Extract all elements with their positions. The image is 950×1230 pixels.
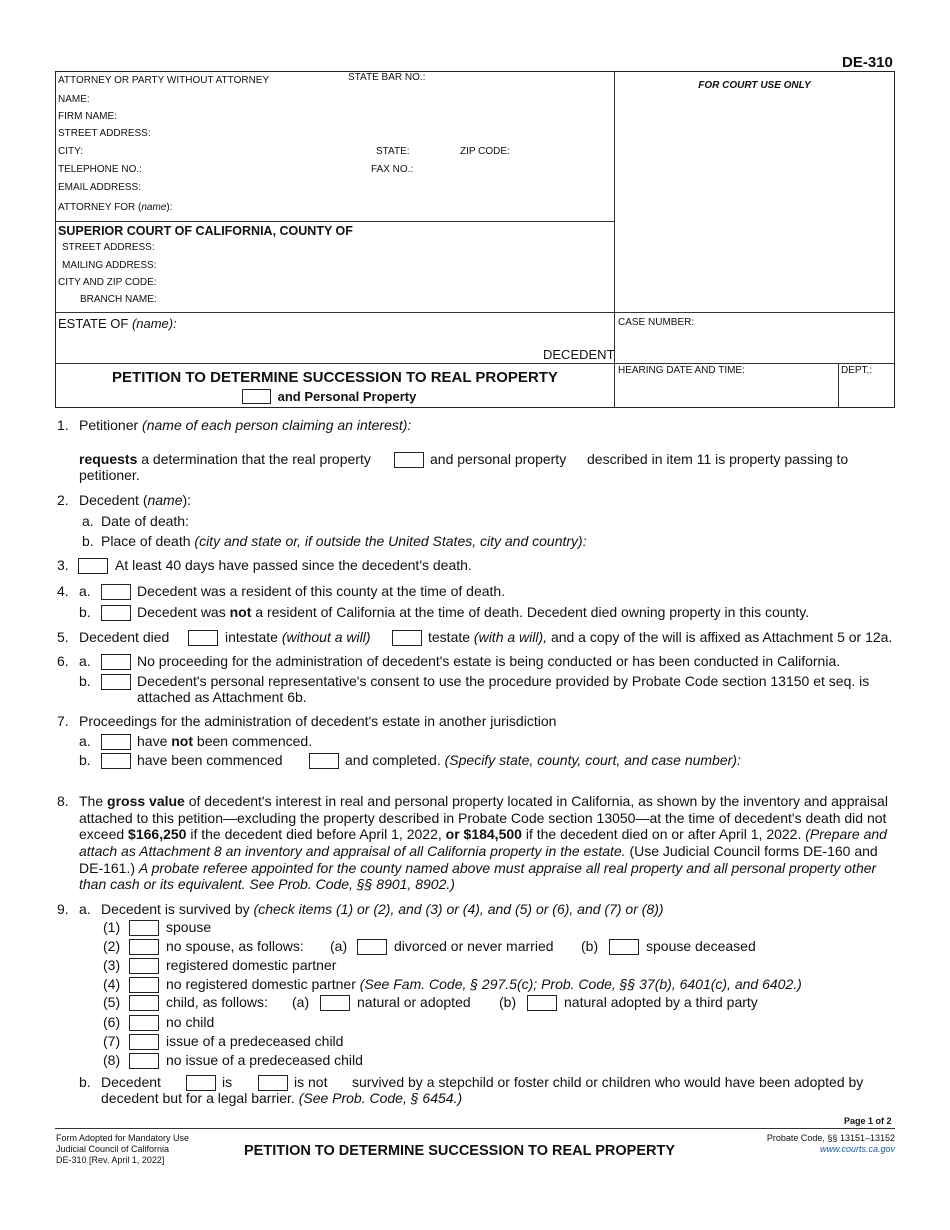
is-not-survived-checkbox[interactable] bbox=[258, 1075, 288, 1091]
case-number-label: CASE NUMBER: bbox=[618, 317, 695, 328]
item1-requests-text: requests a determination that the real property bbox=[79, 451, 371, 467]
sub-number: (5) bbox=[103, 994, 121, 1010]
city-label: CITY: bbox=[58, 146, 84, 157]
sub-letter: b. bbox=[79, 604, 91, 620]
item6b-text: Decedent's personal representative's consent to use the procedure provided by Probate Code section 13150 et seq. is bbox=[137, 673, 870, 689]
place-of-death-label: Place of death (city and state or, if outside the United States, city and country): bbox=[101, 533, 587, 549]
item6b-text-cont: attached as Attachment 6b. bbox=[137, 689, 307, 705]
item7b-completed-checkbox[interactable] bbox=[309, 753, 339, 769]
item6a-text: No proceeding for the administration of decedent's estate is being conducted or has been conducted in California. bbox=[137, 653, 841, 669]
no-domestic-partner-checkbox[interactable] bbox=[129, 977, 159, 993]
item-number: 2. bbox=[57, 492, 69, 508]
sub-letter: (b) bbox=[581, 938, 599, 954]
item9a-text: Decedent is survived by (check items (1) or (2), and (3) or (4), and (5) or (6), and (7) or (8)) bbox=[101, 901, 664, 917]
testate-checkbox[interactable] bbox=[392, 630, 422, 646]
court-mailing: MAILING ADDRESS: bbox=[62, 260, 157, 271]
sub-letter: (b) bbox=[499, 994, 517, 1010]
sub-letter: b. bbox=[79, 752, 91, 768]
zip-label: ZIP CODE: bbox=[460, 146, 510, 157]
spouse-label: spouse bbox=[166, 919, 212, 935]
sub-letter: b. bbox=[79, 1074, 91, 1090]
sub-letter: a. bbox=[79, 733, 91, 749]
third-party-label: natural adopted by a third party bbox=[564, 994, 758, 1010]
footer-title: PETITION TO DETERMINE SUCCESSION TO REAL PROPERTY bbox=[244, 1143, 676, 1159]
date-of-death-label: Date of death: bbox=[101, 513, 189, 529]
state-bar-label: STATE BAR NO.: bbox=[348, 72, 426, 83]
form-title: PETITION TO DETERMINE SUCCESSION TO REAL PROPERTY bbox=[112, 369, 558, 386]
sub-number: (4) bbox=[103, 976, 121, 992]
item6b-checkbox[interactable] bbox=[101, 674, 131, 690]
intestate-checkbox[interactable] bbox=[188, 630, 218, 646]
item-number: 7. bbox=[57, 713, 69, 729]
item1-personal-text: and personal property bbox=[430, 451, 567, 467]
no-domestic-partner-label: no registered domestic partner (See Fam. Code, § 297.5(c); Prob. Code, §§ 37(b), 6401(c), and 6402.) bbox=[166, 976, 802, 992]
subtitle-row: and Personal Property bbox=[242, 389, 416, 404]
issue-label: issue of a predeceased child bbox=[166, 1033, 344, 1049]
item-number: 6. bbox=[57, 653, 69, 669]
court-street: STREET ADDRESS: bbox=[62, 242, 155, 253]
item1-described-text: described in item 11 is property passing to bbox=[587, 451, 849, 467]
attorney-label: ATTORNEY OR PARTY WITHOUT ATTORNEY bbox=[58, 75, 270, 86]
item8-line2: attached to this petition—excluding the property described in Probate Code section 13050—at the time of decedent's death did not bbox=[79, 810, 887, 826]
item9b-text-cont: decedent but for a legal barrier. (See Prob. Code, § 6454.) bbox=[101, 1090, 463, 1106]
no-child-checkbox[interactable] bbox=[129, 1015, 159, 1031]
item4b-text: Decedent was not a resident of California at the time of death. Decedent died owning property in this county. bbox=[137, 604, 810, 620]
sub-letter: a. bbox=[79, 901, 91, 917]
item7a-text: have not been commenced. bbox=[137, 733, 313, 749]
sub-number: (6) bbox=[103, 1014, 121, 1030]
item7-text: Proceedings for the administration of decedent's estate in another jurisdiction bbox=[79, 713, 557, 729]
real-property-checkbox[interactable] bbox=[394, 452, 424, 468]
item8-line6: than cash or its equivalent. See Prob. Code, §§ 8901, 8902.) bbox=[79, 876, 455, 892]
divorced-label: divorced or never married bbox=[394, 938, 554, 954]
sub-letter: b. bbox=[82, 533, 94, 549]
court-use-label: FOR COURT USE ONLY bbox=[698, 80, 811, 91]
natural-adopted-label: natural or adopted bbox=[357, 994, 471, 1010]
item7a-checkbox[interactable] bbox=[101, 734, 131, 750]
court-title: SUPERIOR COURT OF CALIFORNIA, COUNTY OF bbox=[58, 224, 353, 238]
adopted-note: Form Adopted for Mandatory Use Judicial Council of California DE-310 [Rev. April 1, 2022] bbox=[56, 1133, 190, 1165]
item9b-text: Decedent bbox=[101, 1074, 161, 1090]
firm-label: FIRM NAME: bbox=[58, 111, 117, 122]
item7b-checkbox[interactable] bbox=[101, 753, 131, 769]
name-label: NAME: bbox=[58, 94, 90, 105]
item7b-completed-text: and completed. (Specify state, county, court, and case number): bbox=[345, 752, 741, 768]
item4a-checkbox[interactable] bbox=[101, 584, 131, 600]
sub-number: (1) bbox=[103, 919, 121, 935]
form-number: DE-310 bbox=[842, 54, 893, 71]
hearing-label: HEARING DATE AND TIME: bbox=[618, 365, 745, 376]
dept-label: DEPT.: bbox=[841, 365, 873, 376]
sub-number: (7) bbox=[103, 1033, 121, 1049]
item5-text: Decedent died bbox=[79, 629, 170, 645]
sub-letter: a. bbox=[79, 583, 91, 599]
sub-number: (3) bbox=[103, 957, 121, 973]
item1-petitioner-text: petitioner. bbox=[79, 467, 140, 483]
item8-line1: The gross value of decedent's interest in real and personal property located in California, as shown by the inventory and appraisal bbox=[79, 793, 888, 809]
item8-line5: DE-161.) A probate referee appointed for the county named above must appraise all real property and all personal property other bbox=[79, 860, 877, 876]
street-label: STREET ADDRESS: bbox=[58, 128, 151, 139]
item8-line3: exceed $166,250 if the decedent died before April 1, 2022, or $184,500 if the decedent died on or after April 1, 2022. (Prepare and bbox=[79, 826, 887, 842]
item8-line4: attach as Attachment 8 an inventory and appraisal of all California property in the estate. (Use Judicial Council forms DE-160 and bbox=[79, 843, 878, 859]
item-number: 5. bbox=[57, 629, 69, 645]
footer-code: Probate Code, §§ 13151–13152 www.courts.ca.gov bbox=[700, 1133, 895, 1155]
divorced-checkbox[interactable] bbox=[357, 939, 387, 955]
item-number: 1. bbox=[57, 417, 69, 433]
decedent-label: DECEDENT bbox=[543, 347, 615, 362]
item1-text: Petitioner (name of each person claiming an interest): bbox=[79, 417, 412, 433]
item-number: 4. bbox=[57, 583, 69, 599]
is-not-label: is not bbox=[294, 1074, 328, 1090]
spouse-deceased-checkbox[interactable] bbox=[609, 939, 639, 955]
natural-adopted-checkbox[interactable] bbox=[320, 995, 350, 1011]
item-number: 3. bbox=[57, 557, 69, 573]
no-child-label: no child bbox=[166, 1014, 215, 1030]
item-number: 9. bbox=[57, 901, 69, 917]
spouse-deceased-label: spouse deceased bbox=[646, 938, 756, 954]
personal-property-checkbox[interactable] bbox=[242, 389, 271, 404]
is-label: is bbox=[222, 1074, 233, 1090]
sub-letter: a. bbox=[79, 653, 91, 669]
item3-text: At least 40 days have passed since the decedent's death. bbox=[115, 557, 472, 573]
item6a-checkbox[interactable] bbox=[101, 654, 131, 670]
estate-of-label: ESTATE OF (name): bbox=[58, 316, 177, 331]
item2-text: Decedent (name): bbox=[79, 492, 192, 508]
testate-label: testate (with a will), and a copy of the will is affixed as Attachment 5 or 12a. bbox=[428, 629, 893, 645]
item4a-text: Decedent was a resident of this county at the time of death. bbox=[137, 583, 506, 599]
courts-link[interactable]: www.courts.ca.gov bbox=[819, 1144, 895, 1154]
issue-checkbox[interactable] bbox=[129, 1034, 159, 1050]
intestate-label: intestate (without a will) bbox=[225, 629, 371, 645]
item9b-survived-text: survived by a stepchild or foster child or children who would have been adopted by bbox=[352, 1074, 864, 1090]
is-survived-checkbox[interactable] bbox=[186, 1075, 216, 1091]
attorney-for-label: ATTORNEY FOR (name): bbox=[58, 202, 173, 213]
item4b-checkbox[interactable] bbox=[101, 605, 131, 621]
no-issue-label: no issue of a predeceased child bbox=[166, 1052, 363, 1068]
court-city-zip: CITY AND ZIP CODE: bbox=[58, 277, 157, 288]
child-checkbox[interactable] bbox=[129, 995, 159, 1011]
no-spouse-checkbox[interactable] bbox=[129, 939, 159, 955]
item7b-text: have been commenced bbox=[137, 752, 283, 768]
state-label: STATE: bbox=[376, 146, 410, 157]
item-number: 8. bbox=[57, 793, 69, 809]
domestic-partner-label: registered domestic partner bbox=[166, 957, 337, 973]
sub-letter: a. bbox=[82, 513, 94, 529]
email-label: EMAIL ADDRESS: bbox=[58, 182, 141, 193]
caption-box bbox=[55, 71, 895, 408]
spouse-checkbox[interactable] bbox=[129, 920, 159, 936]
sub-number: (2) bbox=[103, 938, 121, 954]
sub-letter: (a) bbox=[292, 994, 310, 1010]
domestic-partner-checkbox[interactable] bbox=[129, 958, 159, 974]
court-branch: BRANCH NAME: bbox=[80, 294, 157, 305]
page-number: Page 1 of 2 bbox=[844, 1116, 892, 1126]
phone-label: TELEPHONE NO.: bbox=[58, 164, 142, 175]
item3-checkbox[interactable] bbox=[78, 558, 108, 574]
sub-number: (8) bbox=[103, 1052, 121, 1068]
fax-label: FAX NO.: bbox=[371, 164, 414, 175]
sub-letter: (a) bbox=[330, 938, 348, 954]
no-spouse-label: no spouse, as follows: bbox=[166, 938, 304, 954]
third-party-checkbox[interactable] bbox=[527, 995, 557, 1011]
no-issue-checkbox[interactable] bbox=[129, 1053, 159, 1069]
sub-letter: b. bbox=[79, 673, 91, 689]
child-label: child, as follows: bbox=[166, 994, 268, 1010]
